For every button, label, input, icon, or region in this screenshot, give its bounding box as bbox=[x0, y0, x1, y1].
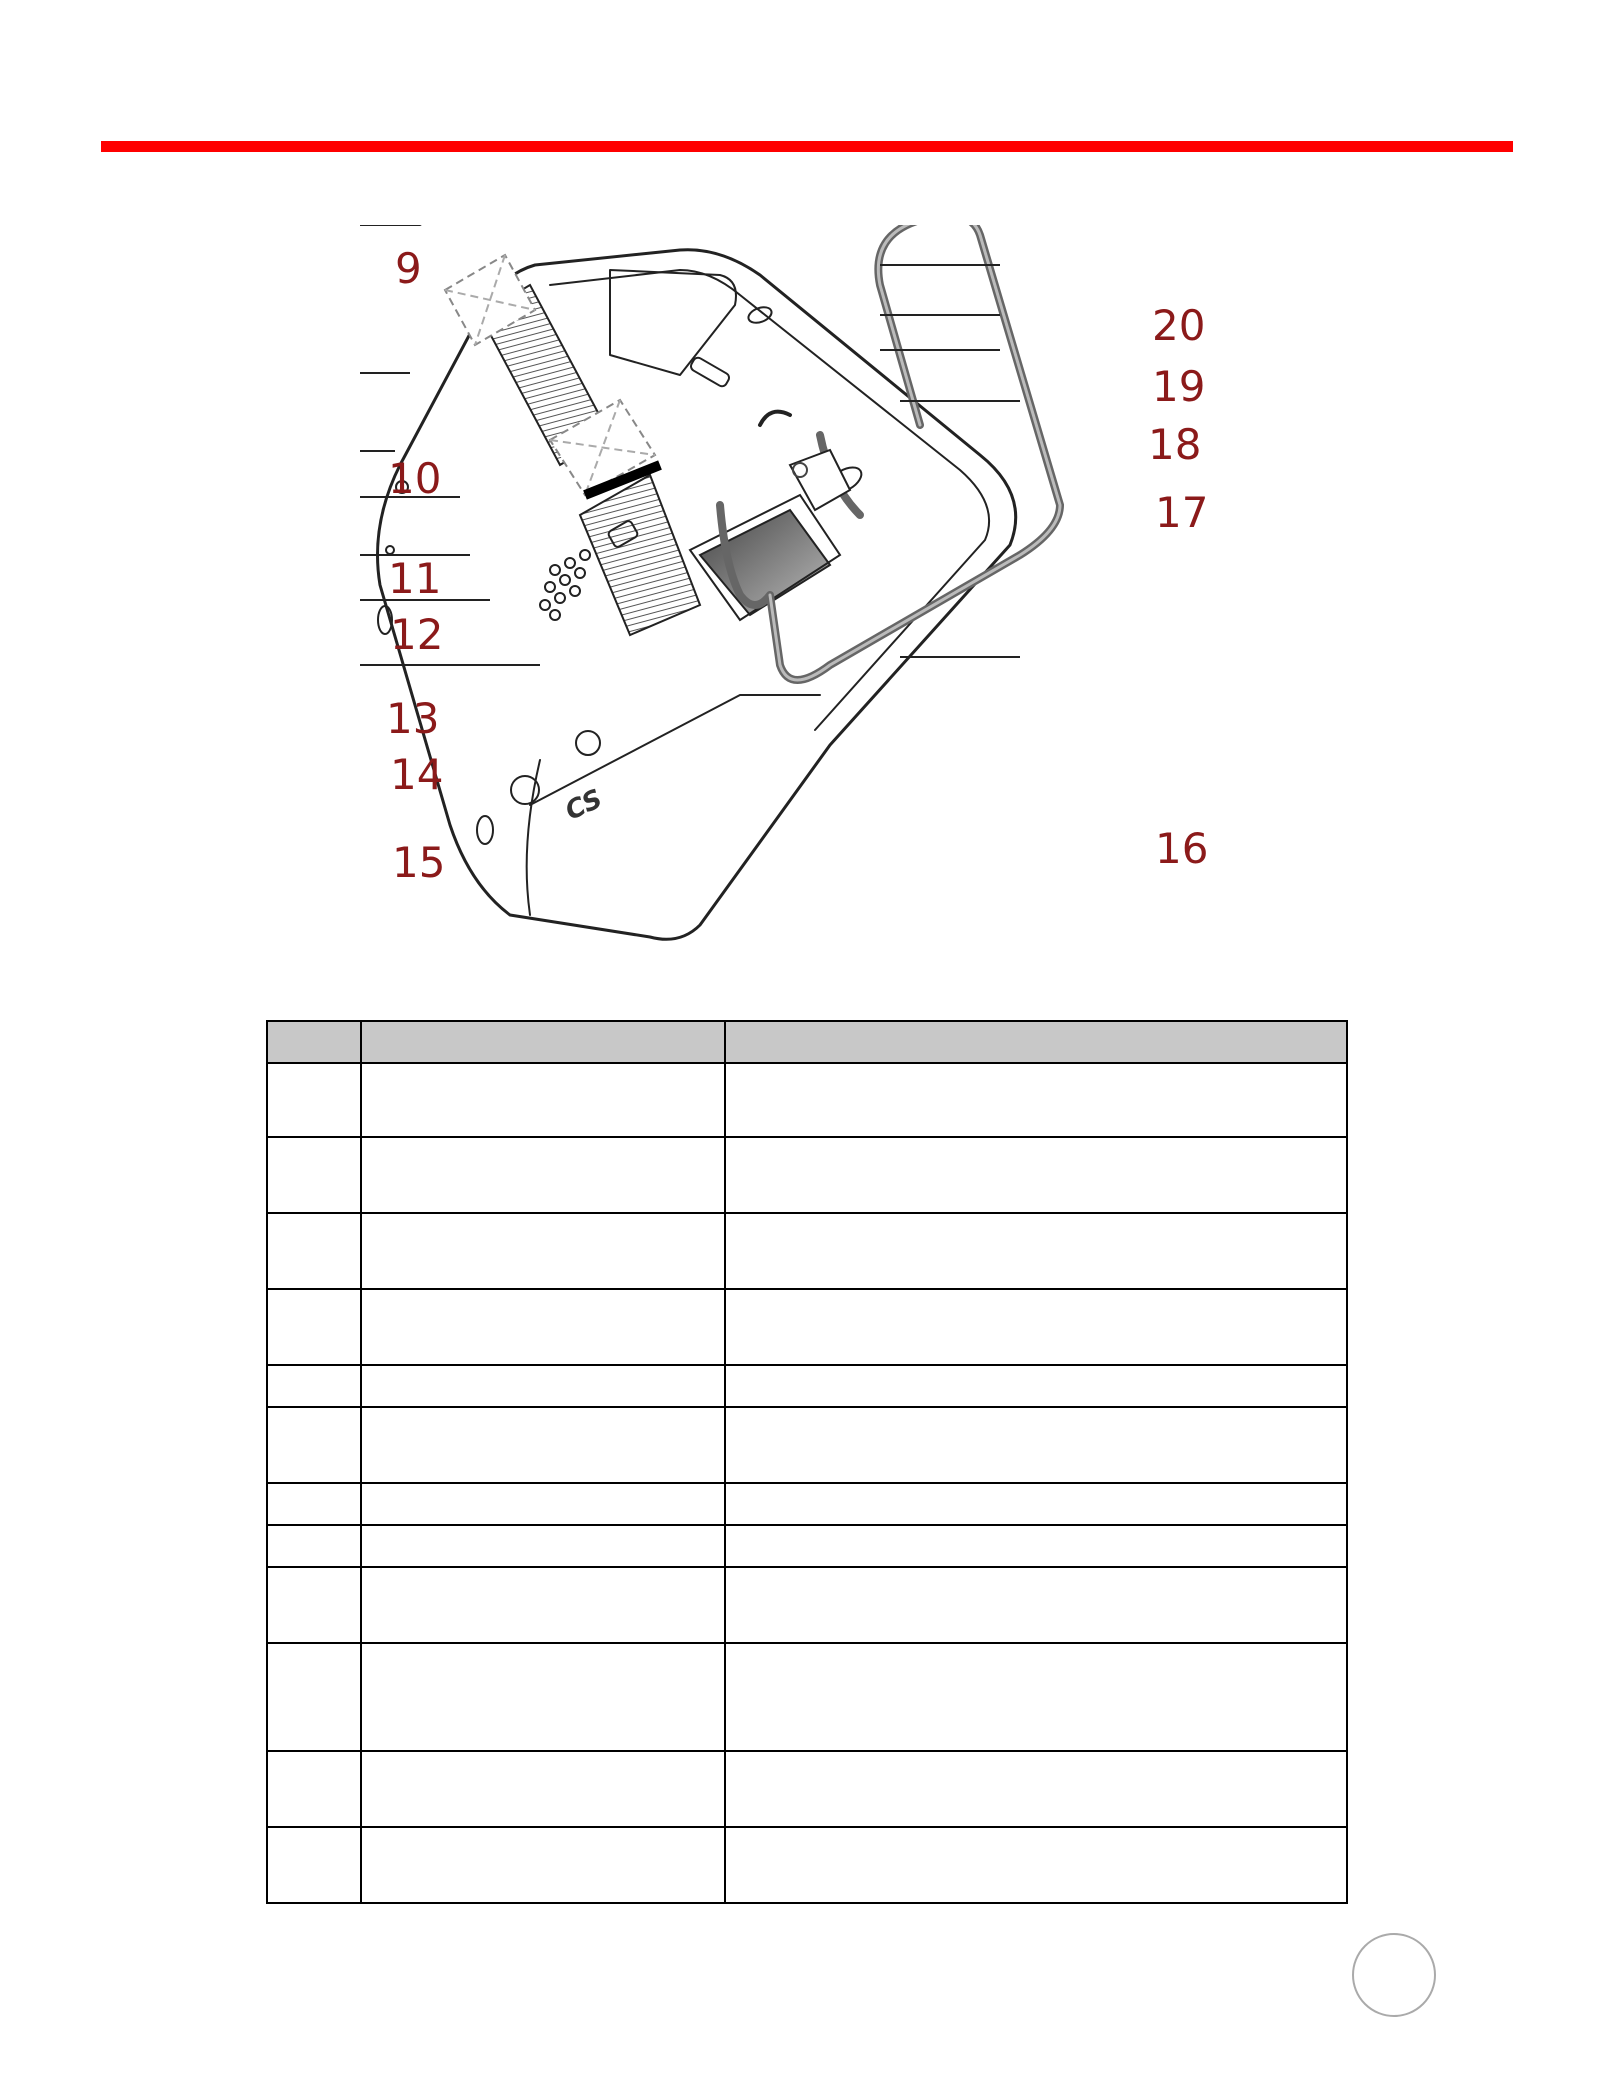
header-cell-number bbox=[267, 1021, 361, 1063]
table-row bbox=[267, 1213, 1347, 1289]
device-logo: CS bbox=[560, 783, 608, 827]
callout-15: 15 bbox=[392, 838, 446, 887]
table-row bbox=[267, 1751, 1347, 1827]
table-row bbox=[267, 1365, 1347, 1407]
header-cell-description bbox=[725, 1021, 1347, 1063]
table-row bbox=[267, 1137, 1347, 1213]
callout-11: 11 bbox=[388, 554, 442, 603]
callout-17: 17 bbox=[1155, 488, 1209, 537]
callout-14: 14 bbox=[390, 750, 444, 799]
callout-19: 19 bbox=[1152, 362, 1206, 411]
table-row bbox=[267, 1063, 1347, 1137]
device-back-illustration bbox=[360, 225, 1260, 965]
header-cell-component bbox=[361, 1021, 725, 1063]
page-number-badge bbox=[1352, 1933, 1436, 2017]
callout-9: 9 bbox=[395, 244, 422, 293]
table-row bbox=[267, 1567, 1347, 1643]
callout-20: 20 bbox=[1152, 301, 1206, 350]
callout-12: 12 bbox=[390, 610, 444, 659]
table-row bbox=[267, 1289, 1347, 1365]
table-row bbox=[267, 1483, 1347, 1525]
header-rule bbox=[101, 141, 1513, 152]
callout-18: 18 bbox=[1148, 420, 1202, 469]
callout-10: 10 bbox=[388, 454, 442, 503]
table-row bbox=[267, 1643, 1347, 1751]
callout-16: 16 bbox=[1155, 824, 1209, 873]
table-header-row bbox=[267, 1021, 1347, 1063]
component-table bbox=[266, 1020, 1348, 1904]
table-row bbox=[267, 1525, 1347, 1567]
table-row bbox=[267, 1407, 1347, 1483]
table-row bbox=[267, 1827, 1347, 1903]
callout-13: 13 bbox=[386, 694, 440, 743]
